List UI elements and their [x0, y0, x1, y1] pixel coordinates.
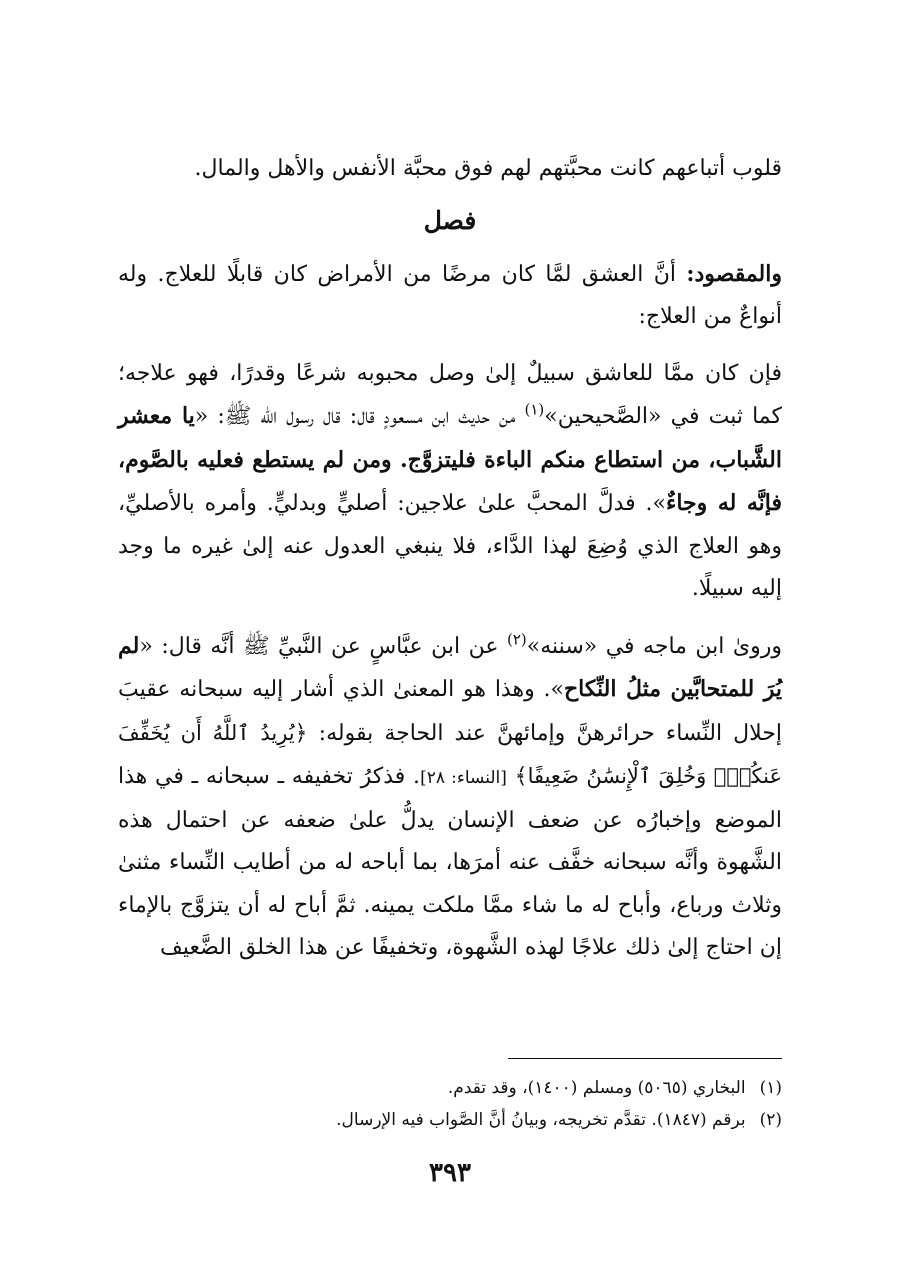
footnote-ref-2: (٢) — [507, 630, 527, 649]
text-segment: وروىٰ ابن ماجه في «سننه» — [526, 633, 782, 659]
hadith-quote: لم يُرَ للمتحابَّين مثلُ النِّكاح — [118, 632, 782, 702]
paragraph-intro: قلوب أتباعهم كانت محبَّتهم لهم فوق محبَّة الأنفس والأهل والمال. — [194, 156, 782, 181]
text-segment: ». وهذا هو المعنىٰ الذي أشار إليه سبحانه عقيبَ إحلال النِّساء حرائرهنَّ وإمائهنَّ عند الحاجة بقوله: ﴿ — [118, 677, 782, 746]
hadith-quote: يا معشر الشَّباب، من استطاع منكم الباءة فليتزوَّج. ومن لم يستطع فعليه بالصَّوم، فإنَّه له وجاءٌ — [118, 403, 783, 516]
footnote-2 — [118, 1104, 782, 1136]
bold-lead-word: والمقصود: — [686, 260, 782, 287]
footnote-number: (٢) — [759, 1110, 782, 1130]
footnote-text: البخاري (٥٠٦٥) ومسلم (١٤٠٠)، وقد تقدم. — [447, 1078, 746, 1098]
paragraph-purpose — [118, 253, 782, 339]
text-segment: ». فدلَّ المحبَّ علىٰ علاجين: أصليٍّ وبدليٍّ. وأمره بالأصليِّ، وهو العلاج الذي وُضِعَ لهذا الدَّاء، فلا ينبغي العدول عنه إلىٰ غيره ما وجد إليه سبيلًا. — [118, 491, 782, 601]
text-segment: عن ابن عبَّاسٍ عن النَّبيِّ ﷺ أنَّه قال: « — [139, 633, 507, 659]
footnote-text: برقم (١٨٤٧). تقدَّم تخريجه، وبيانُ أنَّ الصَّواب فيه الإرسال. — [336, 1110, 746, 1130]
footnote-ref-1: (١) — [524, 400, 545, 419]
footnote-1 — [118, 1072, 782, 1104]
section-heading: فصل — [423, 205, 477, 235]
paragraph-marriage-remedy — [118, 353, 782, 611]
verse-reference: [النساء: ٢٨] — [420, 768, 507, 788]
paragraph-ibn-majah — [118, 625, 782, 970]
text-segment: ﴾ — [506, 764, 528, 789]
text-segment: . فذكرُ تخفيفه ـ سبحانه ـ في هذا الموضع وإخبارُه عن ضعف الإنسان يدلُّ علىٰ ضعفه عن احتمال هذه الشَّهوة وأنَّه سبحانه خفَّف عنه أمرَها، بما أباحه له من أطايب النِّساء مثنىٰ وثلاث ورباع، وأباح له ما شاء ممَّا ملكت يمينه. ثمَّ أباح له أن يتزوَّج بالإماء إن احتاج إلىٰ ذلك علاجًا لهذه الشَّهوة، وتخفيفًا عن هذا الخلق الضَّعيف — [118, 764, 782, 960]
footnotes — [118, 1072, 782, 1136]
text-segment: فإن كان ممَّا للعاشق سبيلٌ إلىٰ وصل محبوبه شرعًا وقدرًا، فهو علاجه؛ كما ثبت في «الصَّحيحين» — [118, 360, 782, 429]
paragraph-purpose-text: أنَّ العشق لمَّا كان مرضًا من الأمراض كان قابلًا للعلاج. وله أنواعٌ من العلاج: — [118, 261, 782, 329]
text-segment: من حديث ابن مسعودٍ قال: قال رسول الله ﷺ: « — [194, 404, 525, 429]
page-body — [118, 148, 782, 970]
page-number: ٣٩٣ — [429, 1158, 471, 1188]
footnote-number: (١) — [759, 1078, 782, 1098]
quran-verse: يُرِيدُ ٱللَّهُ أَن يُخَفِّفَ عَنكُمْۚ وَخُلِقَ ٱلْإِنسَٰنُ ضَعِيفًا — [118, 720, 782, 788]
footnote-divider — [508, 1058, 782, 1059]
